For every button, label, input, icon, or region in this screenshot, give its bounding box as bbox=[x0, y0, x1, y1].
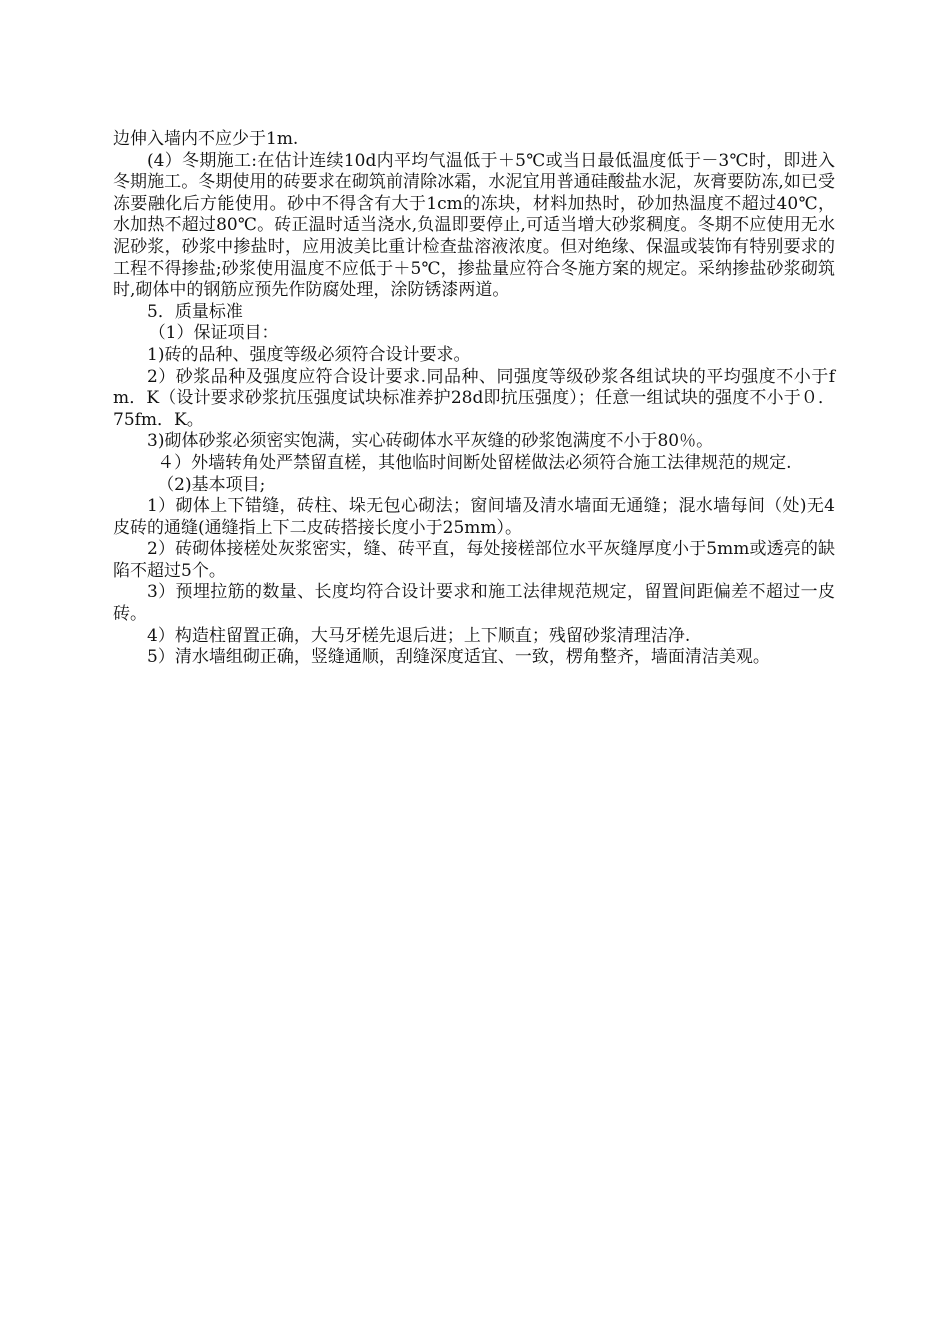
paragraph-basic-item-3: 3）预埋拉筋的数量、长度均符合设计要求和施工法律规范规定，留置间距偏差不超过一皮砖。 bbox=[113, 582, 835, 625]
paragraph-continuation: 边伸入墙内不应少于1m. bbox=[113, 129, 299, 149]
paragraph-basic-item-4: 4）构造柱留置正确，大马牙槎先退后进；上下顺直；残留砂浆清理洁净. bbox=[147, 625, 691, 646]
paragraph-basic-item-1: 1）砌体上下错缝，砖柱、垛无包心砌法；窗间墙及清水墙面无通缝；混水墙每间（处)无4皮砖的通缝(通缝指上下二皮砖搭接长度小于25mm）。 bbox=[113, 496, 835, 538]
subsection-heading-guarantee-items: （1）保证项目： bbox=[148, 323, 279, 344]
paragraph-winter-construction: (4）冬期施工:在估计连续10d内平均气温低于＋5℃或当日最低温度低于－3℃时，即进入冬期施工。冬期使用的砖要求在砌筑前清除冰霜，水泥宜用普通硅酸盐水泥，灰膏要防冻,如已受冻要融化后方能使用。砂中不得含有大于1cm的冻块，材料加热时，砂加热温度不超过40℃，水加热不超过80℃。砖正温时适当浇水,负温即要停止,可适当增大砂浆稠度。冬期不应使用无水泥砂浆，砂浆中掺盐时，应用波美比重计检查盐溶液浓度。但对绝缘、保温或装饰有特别要求的工程不得掺盐;砂浆使用温度不应低于＋5℃，掺盐量应符合冬施方案的规定。采纳掺盐砂浆砌筑时,砌体中的钢筋应预先作防腐处理，涂防锈漆两道。 bbox=[113, 150, 835, 301]
subsection-heading-basic-items: （2)基本项目; bbox=[157, 474, 266, 495]
document-body bbox=[113, 129, 835, 669]
paragraph-basic-item-5: 5）清水墙组砌正确，竖缝通顺，刮缝深度适宜、一致，楞角整齐，墙面清洁美观。 bbox=[147, 647, 770, 668]
paragraph-guarantee-item-4: ４）外墙转角处严禁留直槎，其他临时间断处留槎做法必须符合施工法律规范的规定. bbox=[157, 452, 792, 473]
paragraph-guarantee-item-3: 3)砌体砂浆必须密实饱满，实心砖砌体水平灰缝的砂浆饱满度不小于80％。 bbox=[147, 431, 714, 452]
section-heading-quality-standard: 5．质量标准 bbox=[147, 301, 243, 322]
paragraph-basic-item-2: 2）砖砌体接槎处灰浆密实，缝、砖平直，每处接槎部位水平灰缝厚度小于5mm或透亮的缺陷不超过5个。 bbox=[113, 539, 835, 581]
paragraph-guarantee-item-1: 1)砖的品种、强度等级必须符合设计要求。 bbox=[147, 344, 471, 365]
paragraph-guarantee-item-2: 2）砂浆品种及强度应符合设计要求.同品种、同强度等级砂浆各组试块的平均强度不小于fm．K（设计要求砂浆抗压强度试块标准养护28d即抗压强度）；任意一组试块的强度不小于０．75fm．K。 bbox=[113, 366, 835, 430]
